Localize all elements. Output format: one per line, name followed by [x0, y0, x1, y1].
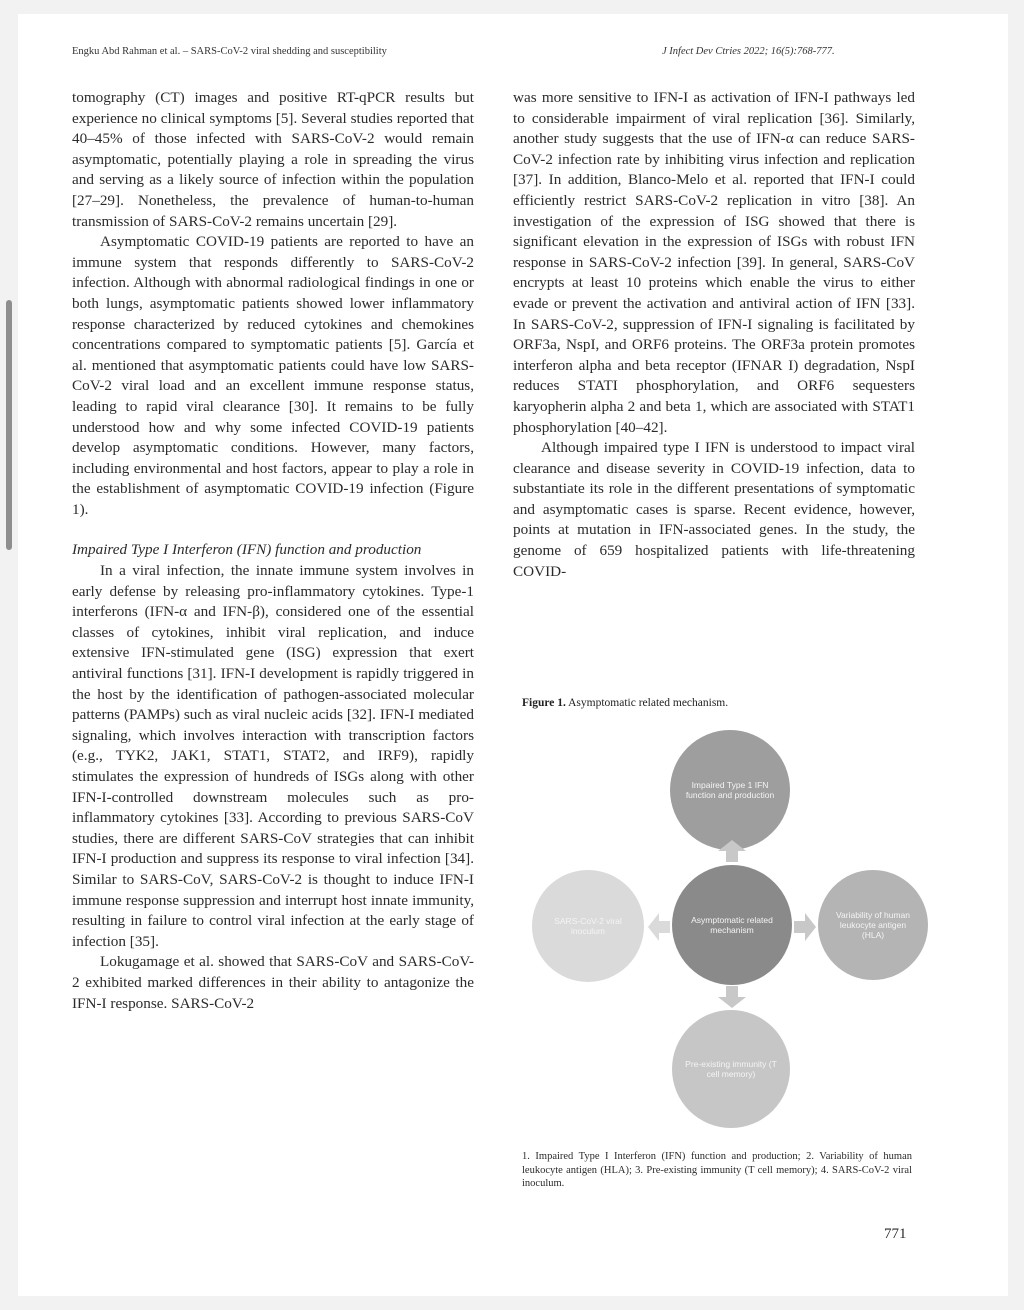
scrollbar-thumb[interactable]	[6, 300, 12, 550]
center-circle: Asymptomatic related mechanism	[672, 865, 792, 985]
arrow-right-icon	[794, 913, 816, 941]
bottom-circle: Pre-existing immunity (T cell memory)	[672, 1010, 790, 1128]
arrow-up-icon	[718, 840, 746, 862]
figure-title: Asymptomatic related mechanism.	[568, 697, 729, 709]
figure-diagram	[510, 720, 910, 1150]
running-header-right: J Infect Dev Ctries 2022; 16(5):768-777.	[662, 46, 835, 57]
section-heading: Impaired Type I Interferon (IFN) function and production	[72, 541, 422, 559]
arrow-down-icon	[718, 986, 746, 1008]
paragraph: Lokugamage et al. showed that SARS-CoV and SARS-CoV-2 exhibited marked differences in their ability to antagonize the IFN-I response. SARS-CoV-2	[72, 953, 474, 1012]
paragraph: In a viral infection, the innate immune system involves in early defense by releasing pro-inflammatory cytokines. Type-1 interferons (IFN-α and IFN-β), considered one of the essential classes of cytokines, inhibit viral replication, and induce extensive IFN-stimulated gene (ISG) expression that exert antiviral functions [31]. IFN-I development is rapidly triggered in the host by the identification of pathogen-associated molecular patterns (PAMPs) such as viral nucleic acids [32]. IFN-I mediated signaling, which involves interaction with transcription factors (e.g., TYK2, JAK1, STAT1, STAT2, and IRF9), rapidly stimulates the expression of hundreds of ISGs along with other IFN-I-controlled downstream molecules such as pro-inflammatory cytokines [33]. According to previous SARS-CoV studies, there are different SARS-CoV strategies that can inhibit IFN-I production and suppress its response to viral infection [34]. Similar to SARS-CoV, SARS-CoV-2 is thought to induce IFN-I immune response suppression and interrupt host innate immunity, resulting in failure to control viral infection at the early stage of infection [35].	[72, 562, 474, 950]
running-header-left: Engku Abd Rahman et al. – SARS-CoV-2 viral shedding and susceptibility	[72, 46, 387, 57]
arrow-left-icon	[648, 913, 670, 941]
right-column	[513, 88, 915, 582]
right-circle: Variability of human leukocyte antigen (HLA)	[818, 870, 928, 980]
figure-label: Figure 1.	[522, 697, 566, 709]
paragraph: Asymptomatic COVID-19 patients are reported to have an immune system that responds differently to SARS-CoV-2 infection. Although with abnormal radiological findings in one or both lungs, asymptomatic patients showed lower inflammatory response characterized by reduced cytokines and chemokines concentrations compared to symptomatic patients [5]. García et al. mentioned that asymptomatic patients could have low SARS-CoV-2 viral load and an excellent immune response status, leading to rapid viral clearance [30]. It remains to be fully understood how and why some infected COVID-19 patients develop asymptomatic conditions. However, many factors, including environmental and host factors, appear to play a role in the establishment of asymptomatic COVID-19 infection (Figure 1).	[72, 233, 474, 518]
paragraph: Although impaired type I IFN is understood to impact viral clearance and disease severity in COVID-19 infection, data to substantiate its role in the different presentations of symptomatic and asymptomatic cases is sparse. Recent evidence, however, points at mutation in IFN-associated genes. In the study, the genome of 659 hospitalized patients with life-threatening COVID-	[513, 439, 915, 580]
figure-footnote: 1. Impaired Type I Interferon (IFN) function and production; 2. Variability of human leukocyte antigen (HLA); 3. Pre-existing immunity (T cell memory); 4. SARS-CoV-2 viral inoculum.	[522, 1151, 912, 1189]
top-circle: Impaired Type 1 IFN function and production	[670, 730, 790, 850]
left-column	[72, 88, 474, 1014]
left-circle: SARS-CoV-2 viral inoculum	[532, 870, 644, 982]
paragraph: was more sensitive to IFN-I as activation of IFN-I pathways led to considerable impairment of viral replication [36]. Similarly, another study suggests that the use of IFN-α can reduce SARS-CoV-2 infection rate by inhibiting virus infection and replication [37]. In addition, Blanco-Melo et al. reported that IFN-I could efficiently restrict SARS-CoV-2 replication in vitro [38]. An investigation of the expression of ISG showed that there is significant elevation in the expression of ISGs with robust IFN response in SARS-CoV-2 infection [39]. In general, SARS-CoV encrypts at least 10 proteins which enable the virus to either evade or prevent the activation and antiviral action of IFN [33]. In SARS-CoV-2, suppression of IFN-I signaling is facilitated by ORF3a, NspI, and ORF6 proteins. The ORF3a protein promotes interferon alpha and beta receptor (IFNAR I) degradation, NspI reduces STATI phosphorylation, and ORF6 sequesters karyopherin alpha 2 and beta 1, which are associated with STAT1 phosphorylation [40–42].	[513, 89, 915, 436]
page-number: 771	[884, 1226, 907, 1242]
paragraph: tomography (CT) images and positive RT-qPCR results but experience no clinical symptoms [5]. Several studies reported that 40–45% of those infected with SARS-CoV-2 would remain asymptomatic, potentially playing a role in spreading the virus and serving as a likely source of infection within the population [27–29]. Nonetheless, the prevalence of human-to-human transmission of SARS-CoV-2 remains uncertain [29].	[72, 89, 474, 230]
figure-caption	[522, 697, 728, 709]
